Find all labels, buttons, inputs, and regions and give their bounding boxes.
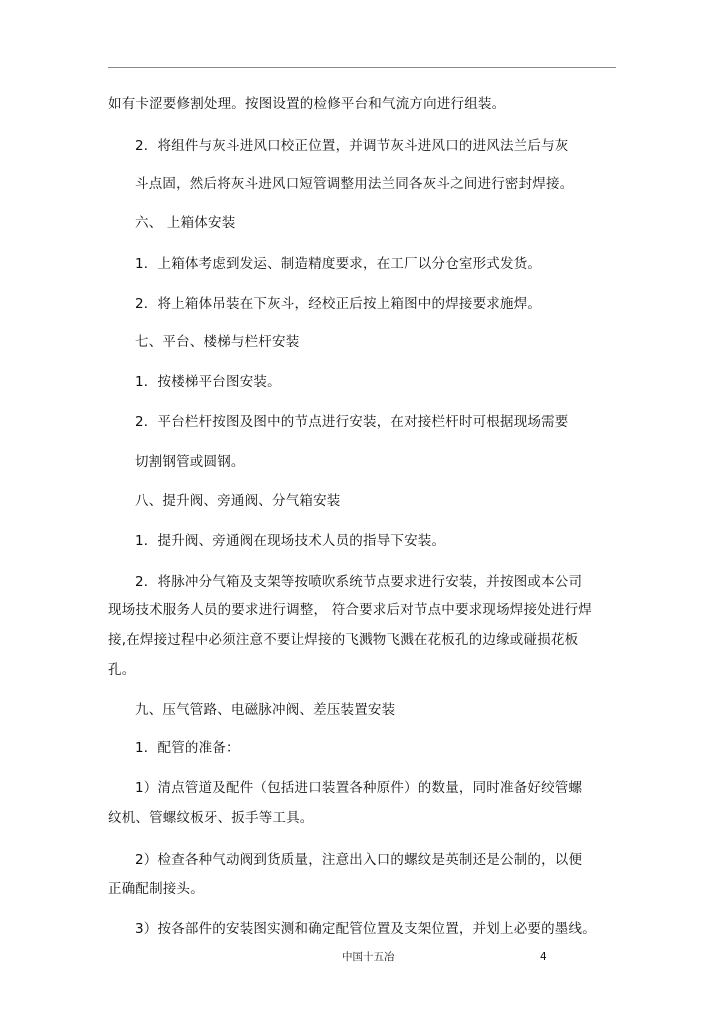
body-line-18: 1．配管的准备：: [135, 740, 240, 756]
body-line-20: 纹机、管螺纹板牙、扳手等工具。: [108, 810, 314, 826]
body-line-19: 1）清点管道及配件（包括进口装置各种原件）的数量，同时准备好绞管螺: [135, 780, 583, 796]
body-line-2: 2．将组件与灰斗进风口校正位置，并调节灰斗进风口的进风法兰后与灰: [135, 138, 569, 154]
page-number: 4: [540, 951, 547, 963]
body-line-9: 2．平台栏杆按图及图中的节点进行安装，在对接栏杆时可根据现场需要: [135, 414, 569, 430]
body-line-21: 2）检查各种气动阀到货质量，注意出入口的螺纹是英制还是公制的，以便: [135, 852, 583, 868]
section-heading-9: 九、压气管路、电磁脉冲阀、差压装置安装: [135, 702, 396, 718]
body-line-10: 切割钢管或圆钢。: [135, 454, 245, 470]
body-line-14: 现场技术服务人员的要求进行调整， 符合要求后对节点中要求现场焊接处进行焊: [108, 602, 592, 618]
section-heading-7: 七、平台、楼梯与栏杆安装: [135, 334, 300, 350]
body-line-22: 正确配制接头。: [108, 881, 204, 897]
body-line-6: 2．将上箱体吊装在下灰斗，经校正后按上箱图中的焊接要求施焊。: [135, 296, 542, 312]
body-line-13: 2．将脉冲分气箱及支架等按喷吹系统节点要求进行安装，并按图或本公司: [135, 574, 583, 590]
header-rule: [108, 67, 616, 68]
body-line-8: 1．按楼梯平台图安装。: [135, 374, 281, 390]
body-line-23: 3）按各部件的安装图实测和确定配管位置及支架位置，并划上必要的墨线。: [135, 921, 596, 937]
section-heading-8: 八、提升阀、旁通阀、分气箱安装: [135, 493, 341, 509]
body-line-5: 1．上箱体考虑到发运、制造精度要求，在工厂以分仓室形式发货。: [135, 256, 542, 272]
section-heading-6: 六、 上箱体安装: [135, 215, 236, 231]
body-line-15: 接,在焊接过程中必须注意不要让焊接的飞溅物飞溅在花板孔的边缘或碰损花板: [108, 632, 579, 648]
body-line-1: 如有卡涩要修割处理。按图设置的检修平台和气流方向进行组装。: [108, 96, 506, 112]
footer-org: 中国十五冶: [342, 951, 395, 963]
body-line-12: 1．提升阀、旁通阀在现场技术人员的指导下安装。: [135, 533, 446, 549]
body-line-16: 孔。: [108, 662, 136, 678]
body-line-3: 斗点固，然后将灰斗进风口短管调整用法兰同各灰斗之间进行密封焊接。: [135, 176, 574, 192]
